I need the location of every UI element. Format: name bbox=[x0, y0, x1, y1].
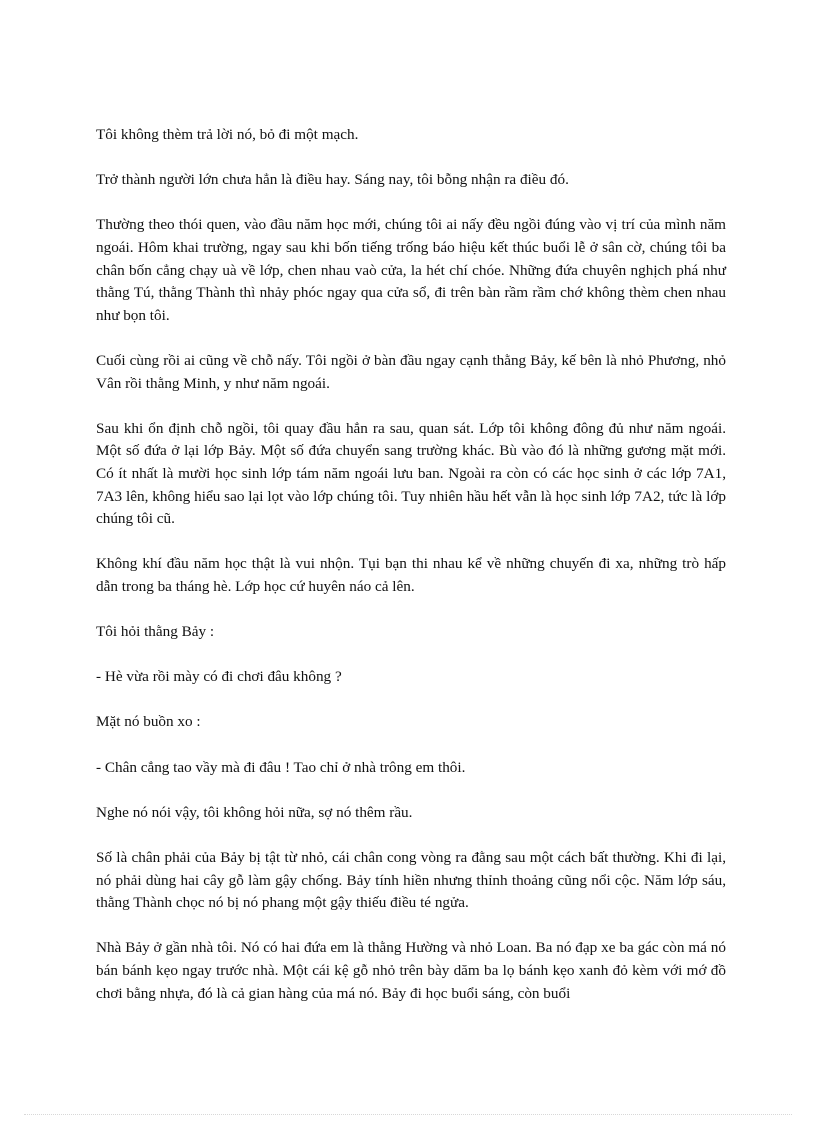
dialogue-line: - Hè vừa rồi mày có đi chơi đâu không ? bbox=[96, 668, 342, 686]
paragraph: Không khí đầu năm học thật là vui nhộn. Tụi bạn thi nhau kể về những chuyến đi xa, những trò hấp dẫn trong ba tháng hè. Lớp học cứ huyên náo cả lên. bbox=[96, 555, 726, 595]
dialogue-line: - Chân cẳng tao vầy mà đi đâu ! Tao chỉ ở nhà trông em thôi. bbox=[96, 758, 466, 776]
paragraph: Tôi hỏi thằng Bảy : bbox=[96, 623, 215, 641]
paragraph: Sau khi ổn định chỗ ngồi, tôi quay đầu hẳn ra sau, quan sát. Lớp tôi không đông đủ như năm ngoái. Một số đứa ở lại lớp Bảy. Một số đứa chuyển sang trường khác. Bù vào đó là những gương mặt mới. Có ít nhất là mười học sinh lớp tám năm ngoái lưu ban. Ngoài ra còn có các học sinh ở các lớp 7A1, 7A3 lên, không hiểu sao lại lọt vào lớp chúng tôi. Tuy nhiên hầu hết vẫn là học sinh lớp 7A2, tức là lớp chúng tôi cũ. bbox=[96, 419, 726, 528]
paragraph: Thường theo thói quen, vào đầu năm học mới, chúng tôi ai nấy đều ngồi đúng vào vị trí của mình năm ngoái. Hôm khai trường, ngay sau khi bốn tiếng trống báo hiệu kết thúc buổi lễ ở sân cờ, chúng tôi ba chân bốn cẳng chạy uà về lớp, chen nhau vaò cửa, la hét chí chóe. Những đứa chuyên nghịch phá như thằng Tú, thằng Thành thì nhảy phóc ngay qua cửa sổ, đi trên bàn rầm rầm chớ không thèm chen nhau như bọn tôi. bbox=[96, 216, 726, 324]
paragraph: Mặt nó buồn xo : bbox=[96, 713, 201, 731]
paragraph: Trở thành người lớn chưa hẳn là điều hay. Sáng nay, tôi bỗng nhận ra điều đó. bbox=[96, 171, 569, 189]
paragraph: Nhà Bảy ở gần nhà tôi. Nó có hai đứa em là thằng Hường và nhỏ Loan. Ba nó đạp xe ba gác còn má nó bán bánh kẹo ngay trước nhà. Một cái kệ gỗ nhỏ trên bày dăm ba lọ bánh kẹo xanh đỏ kèm với mớ đồ chơi bằng nhựa, đó là cả gian hàng của má nó. Bảy đi học buổi sáng, còn buổi bbox=[96, 939, 726, 1002]
paragraph: Nghe nó nói vậy, tôi không hỏi nữa, sợ nó thêm rầu. bbox=[96, 803, 413, 821]
page-bottom-divider bbox=[24, 1114, 792, 1115]
paragraph: Tôi không thèm trả lời nó, bỏ đi một mạch. bbox=[96, 126, 359, 143]
paragraph: Số là chân phải của Bảy bị tật từ nhỏ, cái chân cong vòng ra đằng sau một cách bất thường. Khi đi lại, nó phải dùng hai cây gỗ làm gậy chống. Bảy tính hiền nhưng thỉnh thoảng cũng nổi cộc. Năm lớp sáu, thằng Thành chọc nó bị nó phang một gậy thiếu điều té ngửa. bbox=[96, 849, 726, 912]
document-body bbox=[96, 124, 726, 1028]
paragraph: Cuối cùng rồi ai cũng về chỗ nấy. Tôi ngồi ở bàn đầu ngay cạnh thằng Bảy, kế bên là nhỏ Phương, nhỏ Vân rồi thằng Minh, y như năm ngoái. bbox=[96, 351, 726, 392]
